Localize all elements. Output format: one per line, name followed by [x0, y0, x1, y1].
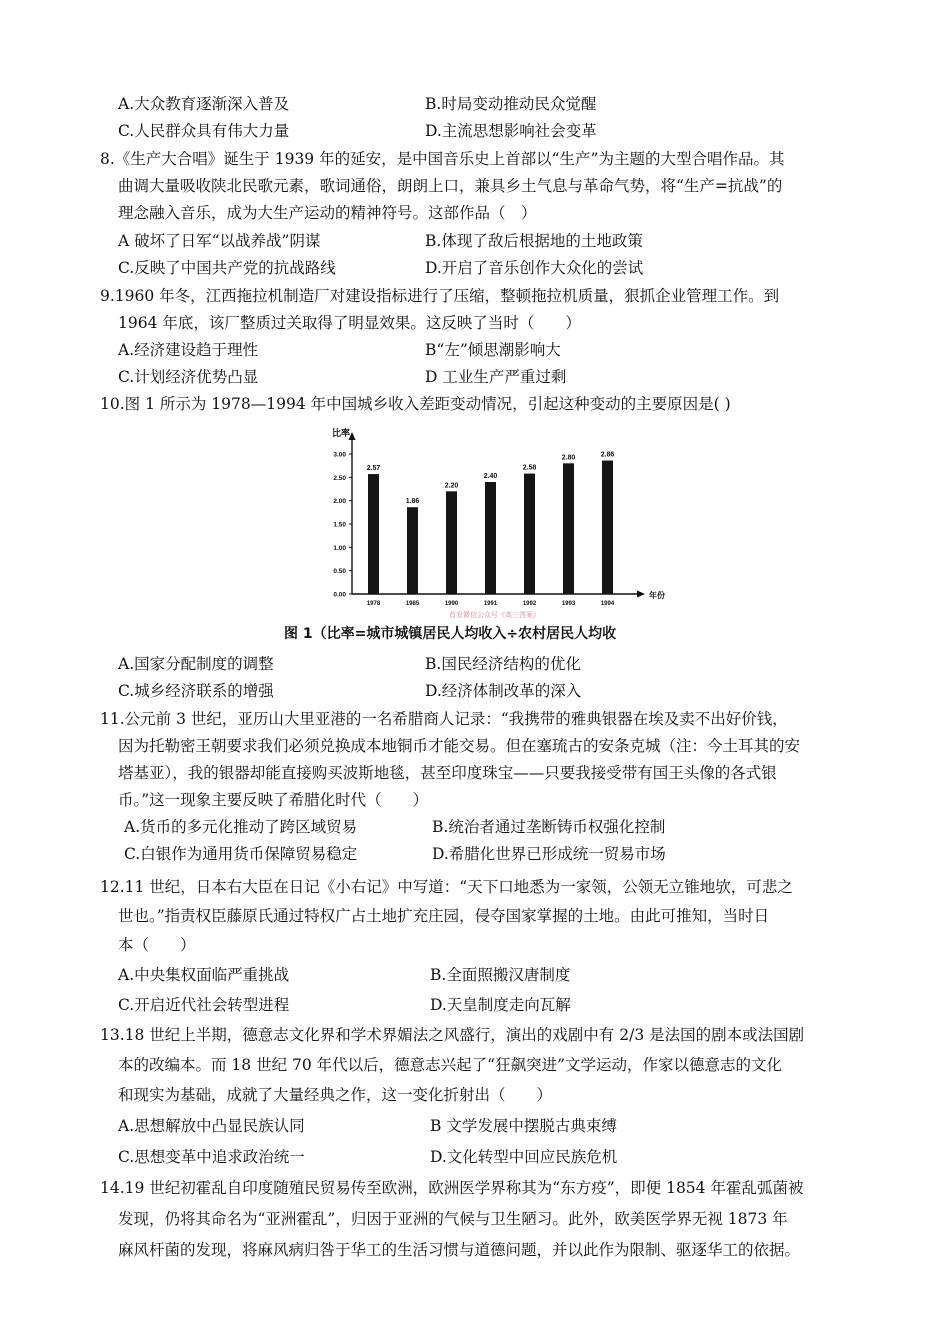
- q10-option-a: A.国家分配制度的调整: [118, 655, 274, 673]
- q13-stem-line-3: 和现实为基础，成就了大量经典之作，这一变化折射出（ ）: [118, 1086, 553, 1104]
- bar: [446, 491, 457, 594]
- q9-option-b: B“左”倾思潮影响大: [425, 341, 561, 359]
- y-axis-title: 比率: [332, 429, 351, 439]
- bar-value-label: 2.57: [366, 465, 381, 473]
- bar-value-label: 2.80: [561, 454, 576, 462]
- x-tick-label: 1985: [405, 601, 420, 607]
- q13-option-b: B 文学发展中摆脱古典束缚: [430, 1117, 617, 1135]
- bar: [563, 463, 574, 594]
- bar: [407, 507, 418, 594]
- q9-stem-line-2: 1964 年底，该厂整质过关取得了明显效果。这反映了当时（ ）: [118, 314, 581, 332]
- x-axis-title: 年份: [649, 591, 665, 600]
- q11-option-d: D.希腊化世界已形成统一贸易市场: [432, 845, 666, 863]
- bar: [524, 474, 535, 594]
- bar-value-label: 1.86: [405, 498, 420, 506]
- q12-stem-line-3: 本（ ）: [118, 936, 196, 954]
- q12-option-c: C.开启近代社会转型进程: [118, 996, 290, 1014]
- x-tick-label: 1990: [444, 601, 459, 607]
- q11-stem-line-3: 塔基亚），我的银器却能直接购买波斯地毯，甚至印度珠宝——只要我接受带有国王头像的各式银: [118, 764, 777, 782]
- q9-option-a: A.经济建设趋于理性: [118, 341, 259, 359]
- q12-option-a: A.中央集权面临严重挑战: [118, 966, 290, 984]
- bar-value-label: 2.86: [600, 451, 615, 459]
- bar: [485, 482, 496, 594]
- q12-stem-line-2: 世也。”指责权臣藤原氏通过特权广占土地扩充庄园，侵夺国家掌握的土地。由此可推知，当时日: [118, 907, 770, 925]
- q11-option-c: C.白银作为通用货币保障贸易稳定: [124, 845, 358, 863]
- q8-option-d: D.开启了音乐创作大众化的尝试: [425, 259, 644, 277]
- bar: [602, 461, 613, 594]
- q7-option-d: D.主流思想影响社会变革: [425, 122, 597, 140]
- y-tick-label: 2.50: [333, 474, 346, 482]
- q11-stem-line-2: 因为托勒密王朝要求我们必须兑换成本地铜币才能交易。但在塞琉古的安条克城（注：今土耳其的安: [118, 737, 801, 755]
- x-tick-label: 1978: [366, 601, 381, 607]
- q13-stem-line-2: 本的改编本。而 18 世纪 70 年代以后，德意志兴起了“狂飙突进”文学运动，作家以德意志的文化: [118, 1056, 783, 1074]
- q9-option-c: C.计划经济优势凸显: [118, 368, 259, 386]
- q13-stem-line-1: 13.18 世纪上半期，德意志文化界和学术界媚法之风盛行，演出的戏剧中有 2/3 是法国的剧本或法国剧: [100, 1026, 805, 1044]
- figure-caption: 图 1（比率=城市城镇居民人均收入÷农村居民人均收: [284, 626, 617, 642]
- bar-value-label: 2.58: [522, 464, 537, 472]
- q8-option-c: C.反映了中国共产党的抗战路线: [118, 259, 336, 277]
- x-tick-label: 1991: [483, 601, 498, 607]
- q14-stem-line-2: 发现，仍将其命名为“亚洲霍乱”，归因于亚洲的气候与卫生陋习。此外，欧美医学界无视 1873 年: [118, 1210, 788, 1228]
- q8-stem-line-1: 8.《生产大合唱》诞生于 1939 年的延安，是中国音乐史上首部以“生产”为主题的大型合唱作品。其: [100, 150, 785, 168]
- q11-stem-line-4: 币。”这一现象主要反映了希腊化时代（ ）: [118, 791, 429, 809]
- income-ratio-bar-chart: [282, 418, 682, 646]
- q8-stem-line-2: 曲调大量吸收陕北民歌元素，歌词通俗，朗朗上口，兼具乡土气息与革命气势，将“生产=抗战”的: [118, 177, 783, 195]
- x-tick-label: 1993: [561, 601, 576, 607]
- q12-stem-line-1: 12.11 世纪，日本右大臣在日记《小右记》中写道：“天下口地悉为一家领，公领无立锥地欤，可悲之: [100, 878, 793, 896]
- q7-option-a: A.大众教育逐渐深入普及: [118, 95, 290, 113]
- x-tick-label: 1994: [600, 601, 615, 607]
- y-tick-label: 0.50: [333, 568, 346, 576]
- q10-stem-line-1: 10.图 1 所示为 1978—1994 年中国城乡收入差距变动情况，引起这种变动的主要原因是( ): [100, 395, 731, 413]
- q8-option-b: B.体现了敌后根据地的土地政策: [425, 232, 643, 250]
- bar-value-label: 2.20: [444, 482, 459, 490]
- q9-stem-line-1: 9.1960 年冬，江西拖拉机制造厂对建设指标进行了压缩，整顿拖拉机质量，狠抓企业管理工作。到: [100, 287, 780, 305]
- x-axis-arrow: [637, 591, 645, 598]
- bar-value-label: 2.40: [483, 473, 498, 480]
- q10-option-c: C.城乡经济联系的增强: [118, 682, 274, 700]
- x-tick-label: 1992: [522, 601, 537, 607]
- q13-option-c: C.思想变革中追求政治统一: [118, 1148, 305, 1166]
- q10-option-b: B.国民经济结构的优化: [425, 655, 581, 673]
- q7-option-b: B.时局变动推动民众觉醒: [425, 95, 597, 113]
- q11-stem-line-1: 11.公元前 3 世纪，亚历山大里亚港的一名希腊商人记录：“我携带的雅典银器在埃及卖不出好价钱，: [100, 710, 788, 728]
- q13-option-a: A.思想解放中凸显民族认同: [118, 1117, 305, 1135]
- q11-option-b: B.统治者通过垄断铸币权强化控制: [432, 818, 666, 836]
- q12-option-d: D.天皇制度走向瓦解: [430, 996, 571, 1014]
- q10-option-d: D.经济体制改革的深入: [425, 682, 582, 700]
- y-tick-label: 1.50: [333, 521, 346, 529]
- q8-option-a: A 破坏了日军“以战养战”阴谋: [118, 232, 321, 250]
- y-tick-label: 0.00: [333, 591, 346, 599]
- y-tick-label: 1.00: [333, 544, 346, 552]
- q13-option-d: D.文化转型中回应民族危机: [430, 1148, 618, 1166]
- q9-option-d: D 工业生产严重过剩: [425, 368, 567, 386]
- q8-stem-line-3: 理念融入音乐，成为大生产运动的精神符号。这部作品（ ）: [118, 204, 537, 222]
- q14-stem-line-3: 麻风杆菌的发现，将麻风病归咎于华工的生活习惯与道德问题，并以此作为限制、驱逐华工的依据。: [118, 1241, 801, 1259]
- q12-option-b: B.全面照搬汉唐制度: [430, 966, 571, 984]
- bar: [368, 474, 379, 594]
- q11-option-a: A.货币的多元化推动了跨区域贸易: [124, 818, 358, 836]
- watermark-text: 首发微信公众号《高三答案》: [449, 611, 540, 619]
- q7-option-c: C.人民群众具有伟大力量: [118, 122, 290, 140]
- q14-stem-line-1: 14.19 世纪初霍乱自印度随殖民贸易传至欧洲，欧洲医学界称其为“东方疫”，即便 1854 年霍乱弧菌被: [100, 1179, 804, 1197]
- y-tick-label: 2.00: [333, 498, 346, 506]
- y-tick-label: 3.00: [333, 451, 346, 459]
